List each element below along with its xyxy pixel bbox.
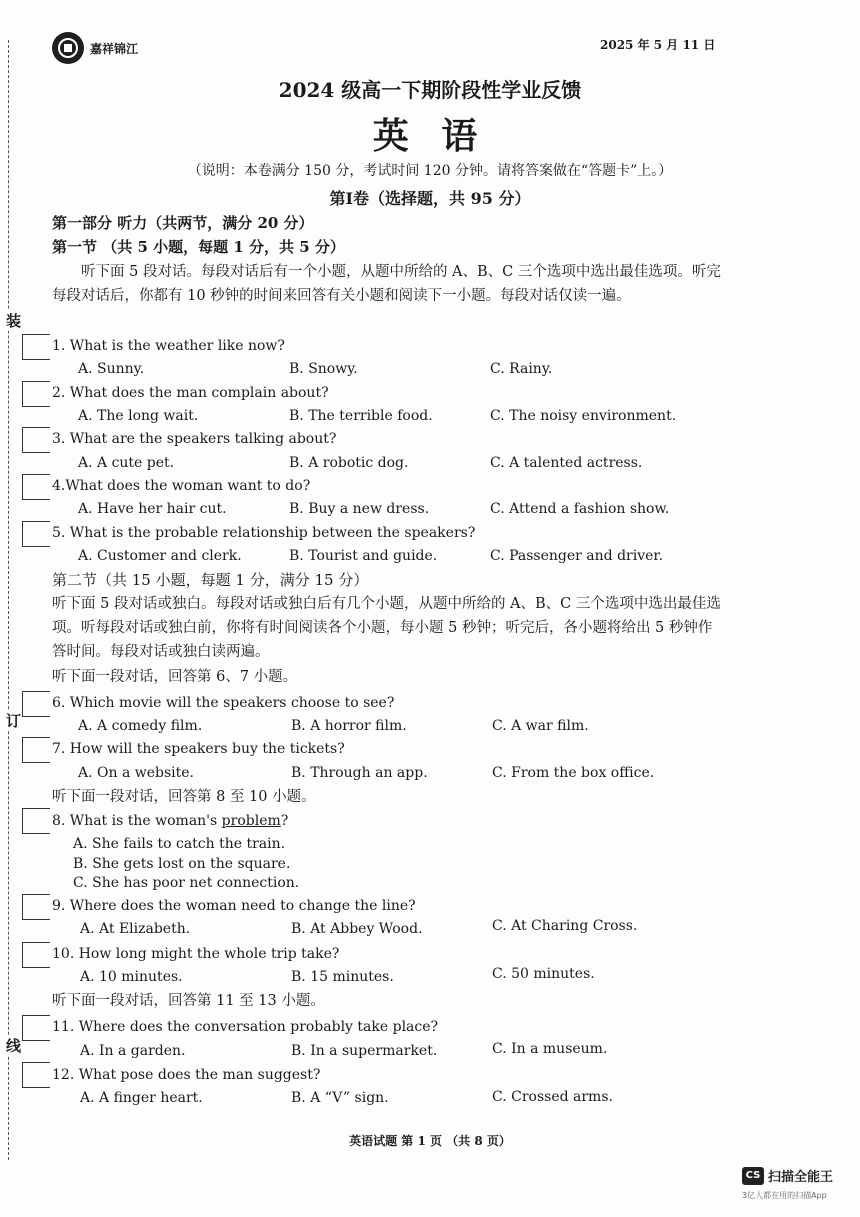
answer-box[interactable]: [22, 808, 50, 834]
group-instructions: 听下面一段对话，回答第 8 至 10 小题。: [52, 789, 316, 805]
option-c: C. Attend a fashion show.: [490, 501, 670, 517]
section2-title: 第二节（共 15 小题，每题 1 分，满分 15 分）: [52, 571, 369, 589]
option-a: A. The long wait.: [78, 408, 199, 424]
option-a: A. 10 minutes.: [80, 969, 183, 985]
option-c: C. She has poor net connection.: [73, 875, 300, 891]
scanner-tagline: 3亿人都在用的扫描App: [742, 1191, 827, 1200]
answer-box[interactable]: [22, 894, 50, 920]
option-c: C. Rainy.: [490, 361, 553, 377]
option-b: B. The terrible food.: [289, 408, 433, 424]
answer-box[interactable]: [22, 427, 50, 453]
group-instructions: 听下面一段对话，回答第 6、7 小题。: [52, 669, 298, 685]
part1-title: 第一部分 听力（共两节，满分 20 分）: [52, 214, 314, 232]
question-stem-text: 8. What is the woman's: [52, 813, 222, 829]
answer-box[interactable]: [22, 737, 50, 763]
option-b: B. Buy a new dress.: [289, 501, 430, 517]
option-c: C. A war film.: [492, 718, 589, 734]
scanner-watermark: [742, 1166, 833, 1185]
question-stem: 10. How long might the whole trip take?: [52, 946, 340, 962]
question-stem: 12. What pose does the man suggest?: [52, 1067, 321, 1083]
option-c: C. The noisy environment.: [490, 408, 677, 424]
option-a: A. At Elizabeth.: [80, 921, 191, 937]
option-c: C. From the box office.: [492, 765, 655, 781]
answer-box[interactable]: [22, 691, 50, 717]
exam-note: （说明：本卷满分 150 分，考试时间 120 分钟。请将答案做在“答题卡”上。）: [187, 163, 673, 179]
question-stem: 3. What are the speakers talking about?: [52, 431, 337, 447]
question-stem: 4.What does the woman want to do?: [52, 478, 311, 494]
option-b: B. She gets lost on the square.: [73, 856, 291, 872]
question-stem: 7. How will the speakers buy the tickets?: [52, 741, 345, 757]
option-c: C. 50 minutes.: [492, 966, 595, 982]
question-stem-end: ?: [280, 813, 289, 829]
answer-box[interactable]: [22, 1015, 50, 1041]
answer-box[interactable]: [22, 474, 50, 500]
option-c: C. A talented actress.: [490, 455, 643, 471]
question-stem: 1. What is the weather like now?: [52, 338, 285, 354]
section1-instructions: 听下面 5 段对话。每段对话后有一个小题，从题中所给的 A、B、C 三个选项中选出最佳选项。听完每段对话后，你都有 10 秒钟的时间来回答有关小题和阅读下一小题。每段对话仅读一遍。: [52, 264, 721, 304]
subject-title: 英 语: [372, 116, 488, 157]
answer-box[interactable]: [22, 381, 50, 407]
school-logo: [52, 32, 138, 64]
answer-box[interactable]: [22, 521, 50, 547]
school-emblem-icon: [52, 32, 84, 64]
question-stem: 2. What does the man complain about?: [52, 385, 329, 401]
scanner-name: 扫描全能王: [768, 1170, 834, 1185]
camscanner-icon: CS: [742, 1167, 764, 1185]
option-b: B. A “V” sign.: [291, 1090, 389, 1106]
option-a: A. Have her hair cut.: [78, 501, 227, 517]
option-b: B. Snowy.: [289, 361, 358, 377]
answer-box[interactable]: [22, 942, 50, 968]
group-instructions: 听下面一段对话，回答第 11 至 13 小题。: [52, 993, 325, 1009]
section2-instructions: 听下面 5 段对话或独白。每段对话或独白后有几个小题，从题中所给的 A、B、C 三个选项中选出最佳选项。听每段对话或独白前，你将有时间阅读各个小题，每小题 5 秒钟；听完后，各小题将给出 5 秒钟作答时间。每段对话或独白读两遍。: [52, 596, 721, 660]
option-c: C. At Charing Cross.: [492, 918, 638, 934]
option-c: C. Passenger and driver.: [490, 548, 664, 564]
underlined-word: problem: [221, 813, 281, 829]
option-c: C. Crossed arms.: [492, 1089, 613, 1105]
option-a: A. Sunny.: [78, 361, 145, 377]
option-a: A. In a garden.: [80, 1043, 186, 1059]
question-stem: 9. Where does the woman need to change the line?: [52, 898, 416, 914]
volume-title: 第Ⅰ卷（选择题，共 95 分）: [329, 189, 531, 208]
school-name: 嘉祥锦江: [90, 41, 139, 56]
option-a: A. A comedy film.: [78, 718, 203, 734]
option-a: A. On a website.: [78, 765, 195, 781]
option-b: B. Tourist and guide.: [289, 548, 438, 564]
binding-char-ding: 订: [6, 712, 22, 730]
question-stem: 6. Which movie will the speakers choose to see?: [52, 695, 395, 711]
binding-char-zhuang: 装: [6, 312, 22, 330]
exam-date: 2025 年 5 月 11 日: [600, 38, 716, 52]
question-stem: 5. What is the probable relationship between the speakers?: [52, 525, 476, 541]
answer-box[interactable]: [22, 1062, 50, 1088]
option-a: A. A cute pet.: [78, 455, 175, 471]
option-a: A. Customer and clerk.: [78, 548, 242, 564]
binding-char-xian: 线: [6, 1037, 22, 1055]
page-footer: 英语试题 第 1 页 （共 8 页）: [349, 1134, 511, 1148]
option-b: B. Through an app.: [291, 765, 428, 781]
option-c: C. In a museum.: [492, 1041, 608, 1057]
question-stem: 11. Where does the conversation probably take place?: [52, 1019, 439, 1035]
option-b: B. A horror film.: [291, 718, 407, 734]
section1-title: 第一节 （共 5 小题，每题 1 分，共 5 分）: [52, 238, 345, 256]
option-b: B. A robotic dog.: [289, 455, 409, 471]
option-b: B. 15 minutes.: [291, 969, 394, 985]
option-a: A. She fails to catch the train.: [73, 836, 286, 852]
option-b: B. In a supermarket.: [291, 1043, 438, 1059]
question-stem: [52, 813, 288, 829]
answer-box[interactable]: [22, 334, 50, 360]
option-a: A. A finger heart.: [80, 1090, 203, 1106]
option-b: B. At Abbey Wood.: [291, 921, 423, 937]
exam-title: 2024 级高一下期阶段性学业反馈: [278, 78, 582, 102]
